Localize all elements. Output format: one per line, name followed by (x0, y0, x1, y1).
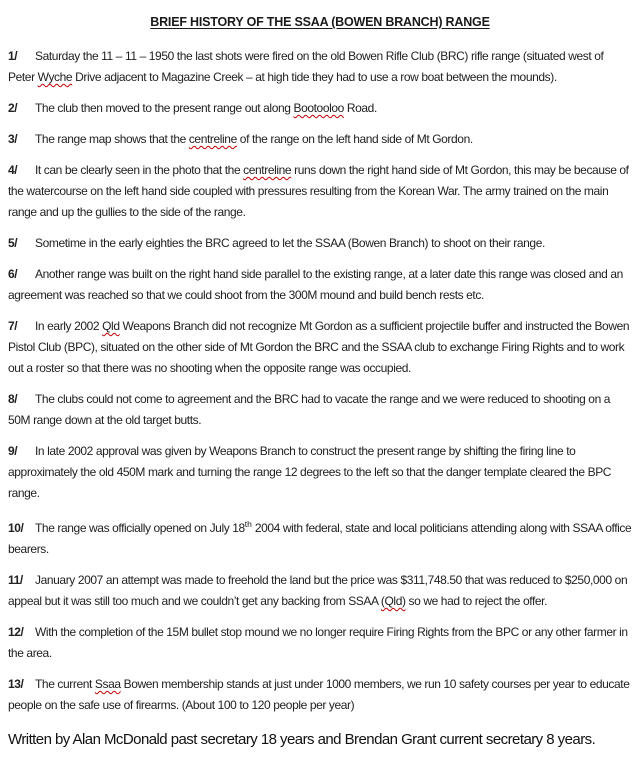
paragraph-number: 10/ (8, 521, 24, 535)
misspelled-word: centreline (188, 132, 237, 146)
paragraph-number: 5/ (8, 236, 18, 250)
misspelled-word: Qld (102, 319, 120, 333)
misspelled-word: Ssaa (94, 677, 121, 691)
paragraph-number: 12/ (8, 625, 24, 639)
paragraph-1 (8, 46, 632, 88)
paragraph-text: The clubs could not come to agreement and the BRC had to vacate the range and we were reduced to shooting on a 50M range down at the old target butts. (8, 392, 611, 427)
paragraph-number: 11/ (8, 573, 23, 587)
paragraph-3 (8, 129, 632, 150)
paragraph-text: Another range was built on the right hand side parallel to the existing range, at a later date this range was closed and an agreement was reached so that we could shoot from the 300M mound and build bench rests etc. (8, 267, 623, 302)
paragraph-8 (8, 389, 632, 431)
paragraph-5 (8, 233, 632, 254)
paragraph-6 (8, 264, 632, 306)
paragraph-text: In late 2002 approval was given by Weapons Branch to construct the present range by shifting the firing line to approximately the old 450M mark and turning the range 12 degrees to the left so that the danger template cleared the BPC range. (8, 444, 612, 500)
paragraph-text: The club then moved to the present range out along (35, 101, 294, 115)
paragraph-number: 7/ (8, 319, 18, 333)
paragraph-text: The range map shows that the (35, 132, 189, 146)
closing-line: Written by Alan McDonald past secretary 18 years and Brendan Grant current secretary 8 years. (8, 731, 596, 748)
paragraph-7 (8, 316, 632, 379)
paragraph-9 (8, 441, 632, 504)
paragraph-number: 9/ (8, 444, 18, 458)
paragraph-text: 2004 with federal, state and local politicians attending along with SSAA office bearers. (8, 521, 632, 556)
document-title: BRIEF HISTORY OF THE SSAA (BOWEN BRANCH) RANGE (150, 15, 490, 29)
paragraph-text: The range was officially opened on July 18 (35, 521, 245, 535)
paragraph-text: With the completion of the 15M bullet stop mound we no longer require Firing Rights from the BPC or any other farmer in the area. (8, 625, 628, 660)
paragraph-number: 8/ (8, 392, 18, 406)
paragraph-text: Bowen membership stands at just under 1000 members, we run 10 safety courses per year to educate people on the safe use of firearms. (About 100 to 120 people per year) (8, 677, 630, 712)
misspelled-word: Wyche (37, 70, 73, 84)
paragraph-number: 3/ (8, 132, 18, 146)
paragraph-11 (8, 570, 632, 612)
paragraph-12 (8, 622, 632, 664)
paragraph-text: of the range on the left hand side of Mt Gordon. (236, 132, 473, 146)
paragraph-text: runs down the right hand side of Mt Gordon, this may be because of the watercourse on the left hand side coupled with pressures resulting from the Korean War. The army trained on the main range and up the gullies to the side of the range. (8, 163, 629, 219)
paragraph-number: 6/ (8, 267, 18, 281)
misspelled-word: Bootooloo (293, 101, 344, 115)
paragraph-text: Sometime in the early eighties the BRC agreed to let the SSAA (Bowen Branch) to shoot on their range. (35, 236, 545, 250)
paragraph-text: The current (35, 677, 95, 691)
paragraph-text: Drive adjacent to Magazine Creek – at high tide they had to use a row boat between the mounds). (72, 70, 557, 84)
paragraph-number: 4/ (8, 163, 18, 177)
paragraph-text: Road. (343, 101, 377, 115)
paragraph-text: January 2007 an attempt was made to freehold the land but the price was $311,748.50 that was reduced to $250,000 on appeal but it was still too much and we couldn’t get any backing from SSAA (8, 573, 628, 608)
paragraph-number: 2/ (8, 101, 18, 115)
paragraph-2 (8, 98, 632, 119)
misspelled-word: centreline (243, 163, 292, 177)
paragraph-number: 13/ (8, 677, 24, 691)
ordinal-superscript: th (244, 519, 252, 529)
paragraph-number: 1/ (8, 49, 18, 63)
paragraph-list (8, 46, 632, 716)
paragraph-10 (8, 514, 632, 560)
paragraph-13 (8, 674, 632, 716)
paragraph-text: Saturday the 11 – 11 – 1950 the last shots were fired on the old Bowen Rifle Club (BRC) rifle range (situated west of Peter (8, 49, 604, 84)
paragraph-text: so we had to reject the offer. (405, 594, 548, 608)
paragraph-text: In early 2002 (35, 319, 103, 333)
misspelled-word: (Qld) (380, 594, 406, 608)
paragraph-text: Weapons Branch did not recognize Mt Gordon as a sufficient projectile buffer and instructed the Bowen Pistol Club (BPC), situated on the other side of Mt Gordon the BRC and the SSAA club to exchange Firing Rights and to work out a roster so that there was no shooting when the opposite range was occupied. (8, 319, 630, 375)
paragraph-4 (8, 160, 632, 223)
paragraph-text: It can be clearly seen in the photo that the (35, 163, 244, 177)
